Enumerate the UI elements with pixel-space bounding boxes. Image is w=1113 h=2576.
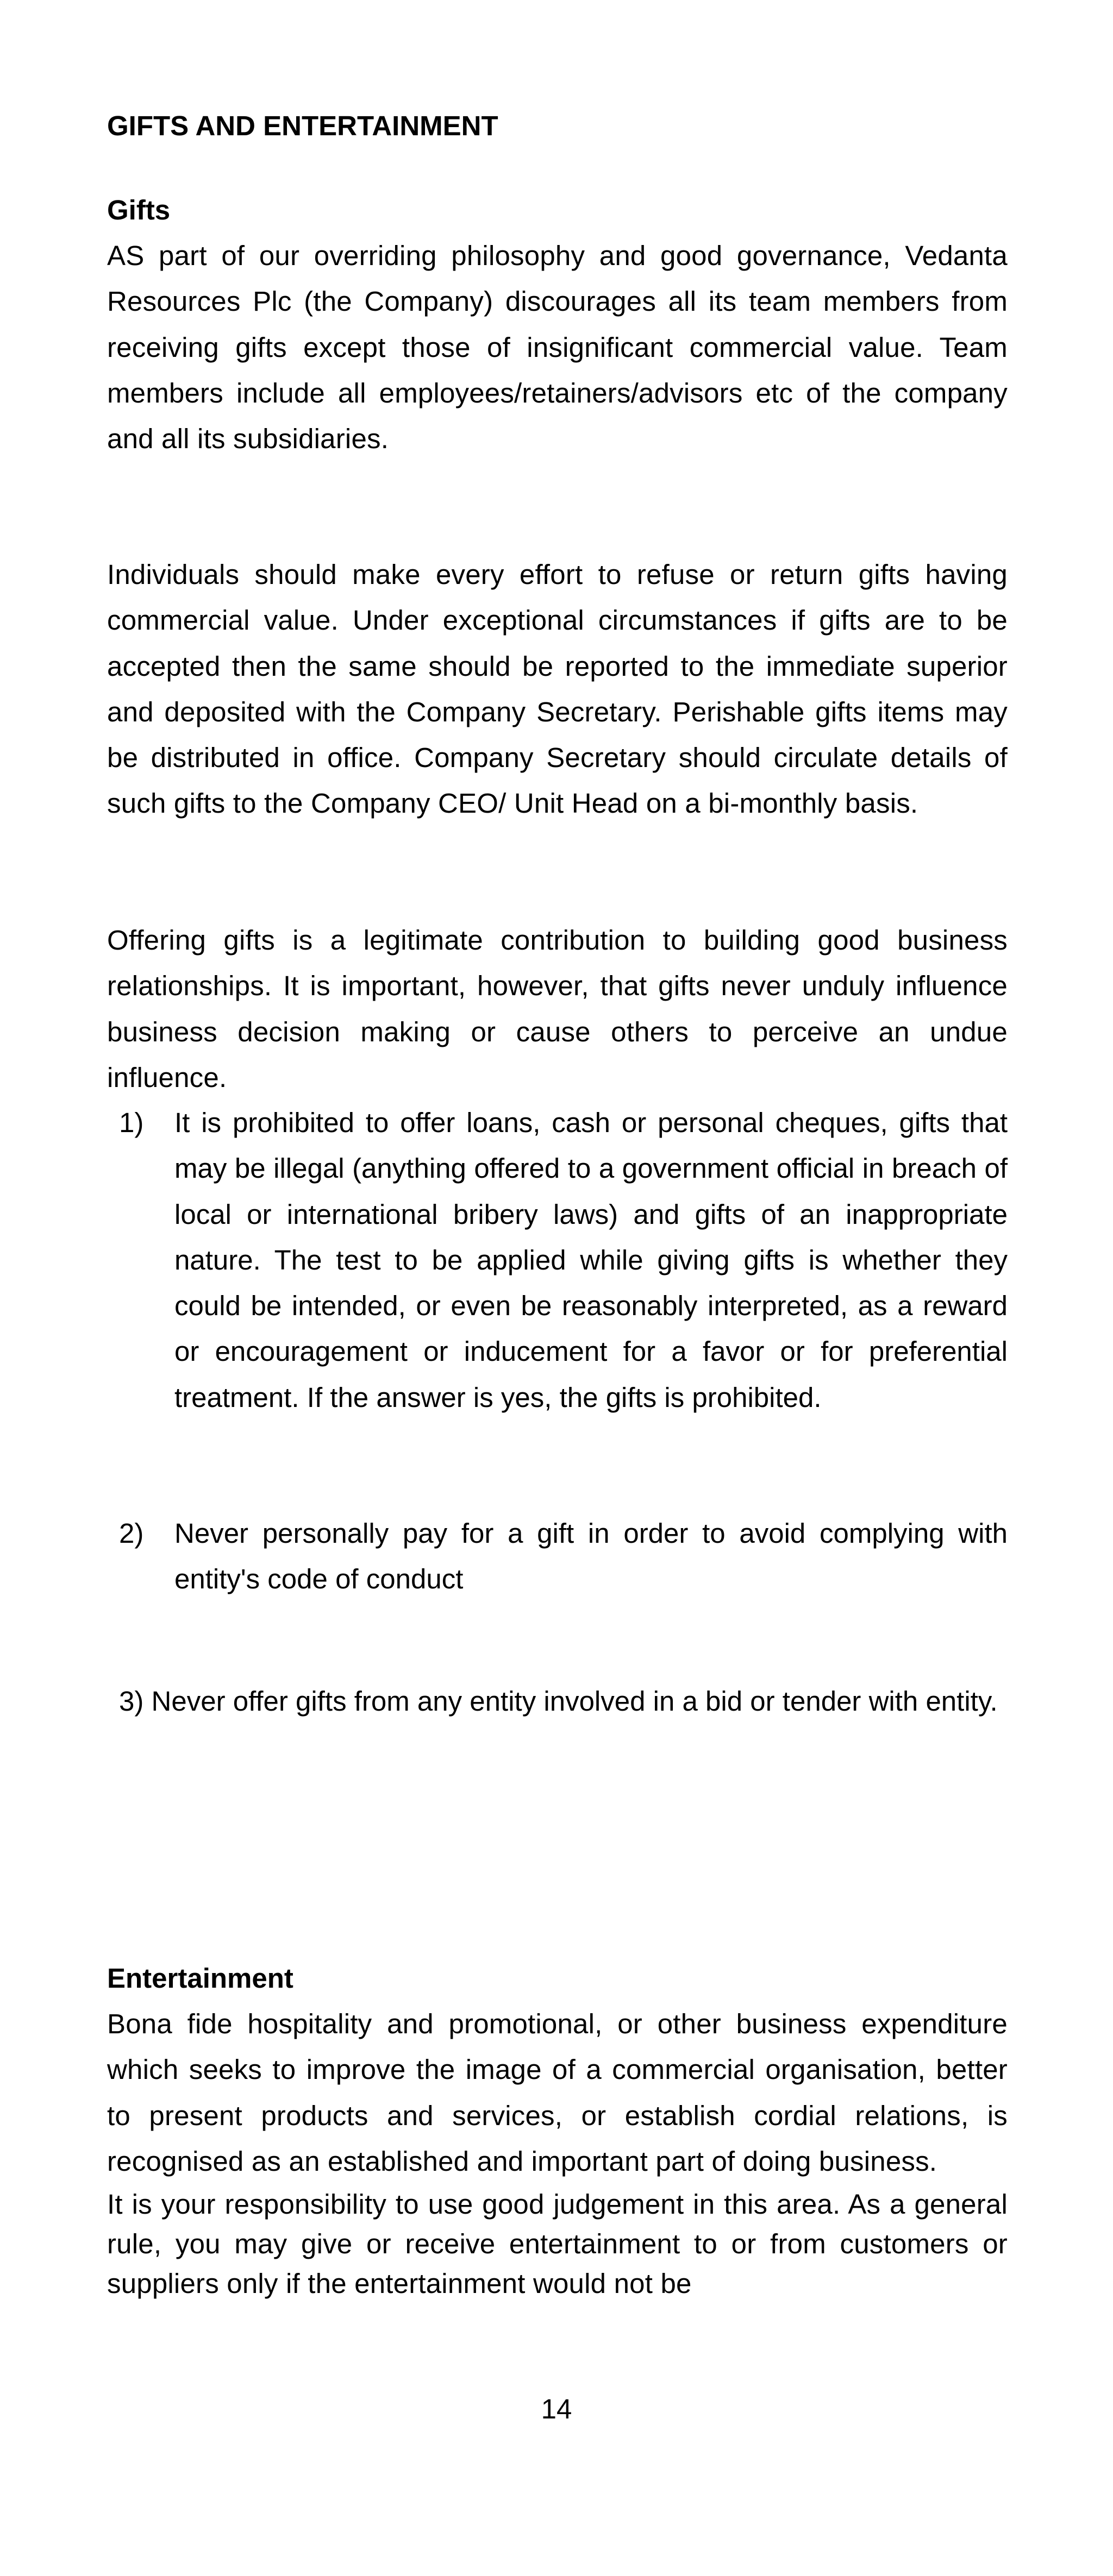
- list-item: [107, 1100, 1008, 1421]
- list-item-number: 2): [119, 1518, 144, 1549]
- list-item-text: Never personally pay for a gift in order to avoid complying with entity's code of conduct: [174, 1518, 1008, 1595]
- entertainment-section: [107, 1956, 1008, 2303]
- gifts-paragraph-2-block: [107, 552, 1008, 827]
- list-item-number: 1): [119, 1107, 144, 1138]
- list-item: [107, 1511, 1008, 1603]
- entertainment-paragraph-2: It is your responsibility to use good judgement in this area. As a general rule, you may give or receive entertainment to or from customers or suppliers only if the entertainment would not be: [107, 2189, 1008, 2299]
- page-number: 14: [541, 2393, 572, 2424]
- gifts-paragraph-1: AS part of our overriding philosophy and good governance, Vedanta Resources Plc (the Company) discourages all its team members from receiving gifts except those of insignificant commercial value. Team members include all employees/retainers/advisors etc of the company and all its subsidiaries.: [107, 240, 1008, 455]
- list-item-number: 3): [119, 1686, 152, 1717]
- list-item-text: Never offer gifts from any entity involved in a bid or tender with entity.: [151, 1686, 998, 1717]
- gifts-paragraph-2: Individuals should make every effort to refuse or return gifts having commercial value. Under exceptional circumstances if gifts are to be accepted then the same should be reported to the immediate superior and deposited with the Company Secretary. Perishable gifts items may be distributed in office. Company Secretary should circulate details of such gifts to the Company CEO/ Unit Head on a bi-monthly basis.: [107, 559, 1008, 819]
- entertainment-paragraph-1: Bona fide hospitality and promotional, or other business expenditure which seeks to improve the image of a commercial organisation, better to present products and services, or establish cordial relations, is recognised as an established and important part of doing business.: [107, 2008, 1008, 2177]
- document-title-block: [107, 103, 1008, 149]
- entertainment-heading: Entertainment: [107, 1963, 293, 1994]
- document-title: GIFTS AND ENTERTAINMENT: [107, 110, 498, 141]
- gifts-paragraph-3: Offering gifts is a legitimate contribution to building good business relationships. It is important, however, that gifts never unduly influence business decision making or cause others to perceive an undue influence.: [107, 925, 1008, 1093]
- list-item-text: It is prohibited to offer loans, cash or personal cheques, gifts that may be illegal (anything offered to a government official in breach of local or international bribery laws) and gifts of an inappropriate nature. The test to be applied while giving gifts is whether they could be intended, or even be reasonably interpreted, as a reward or encouragement or inducement for a favor or for preferential treatment. If the answer is yes, the gifts is prohibited.: [174, 1107, 1008, 1413]
- gifts-paragraph-3-block: [107, 918, 1008, 1101]
- list-item: [119, 1679, 1008, 1724]
- gifts-heading: Gifts: [107, 194, 171, 225]
- gifts-section: [107, 187, 1008, 462]
